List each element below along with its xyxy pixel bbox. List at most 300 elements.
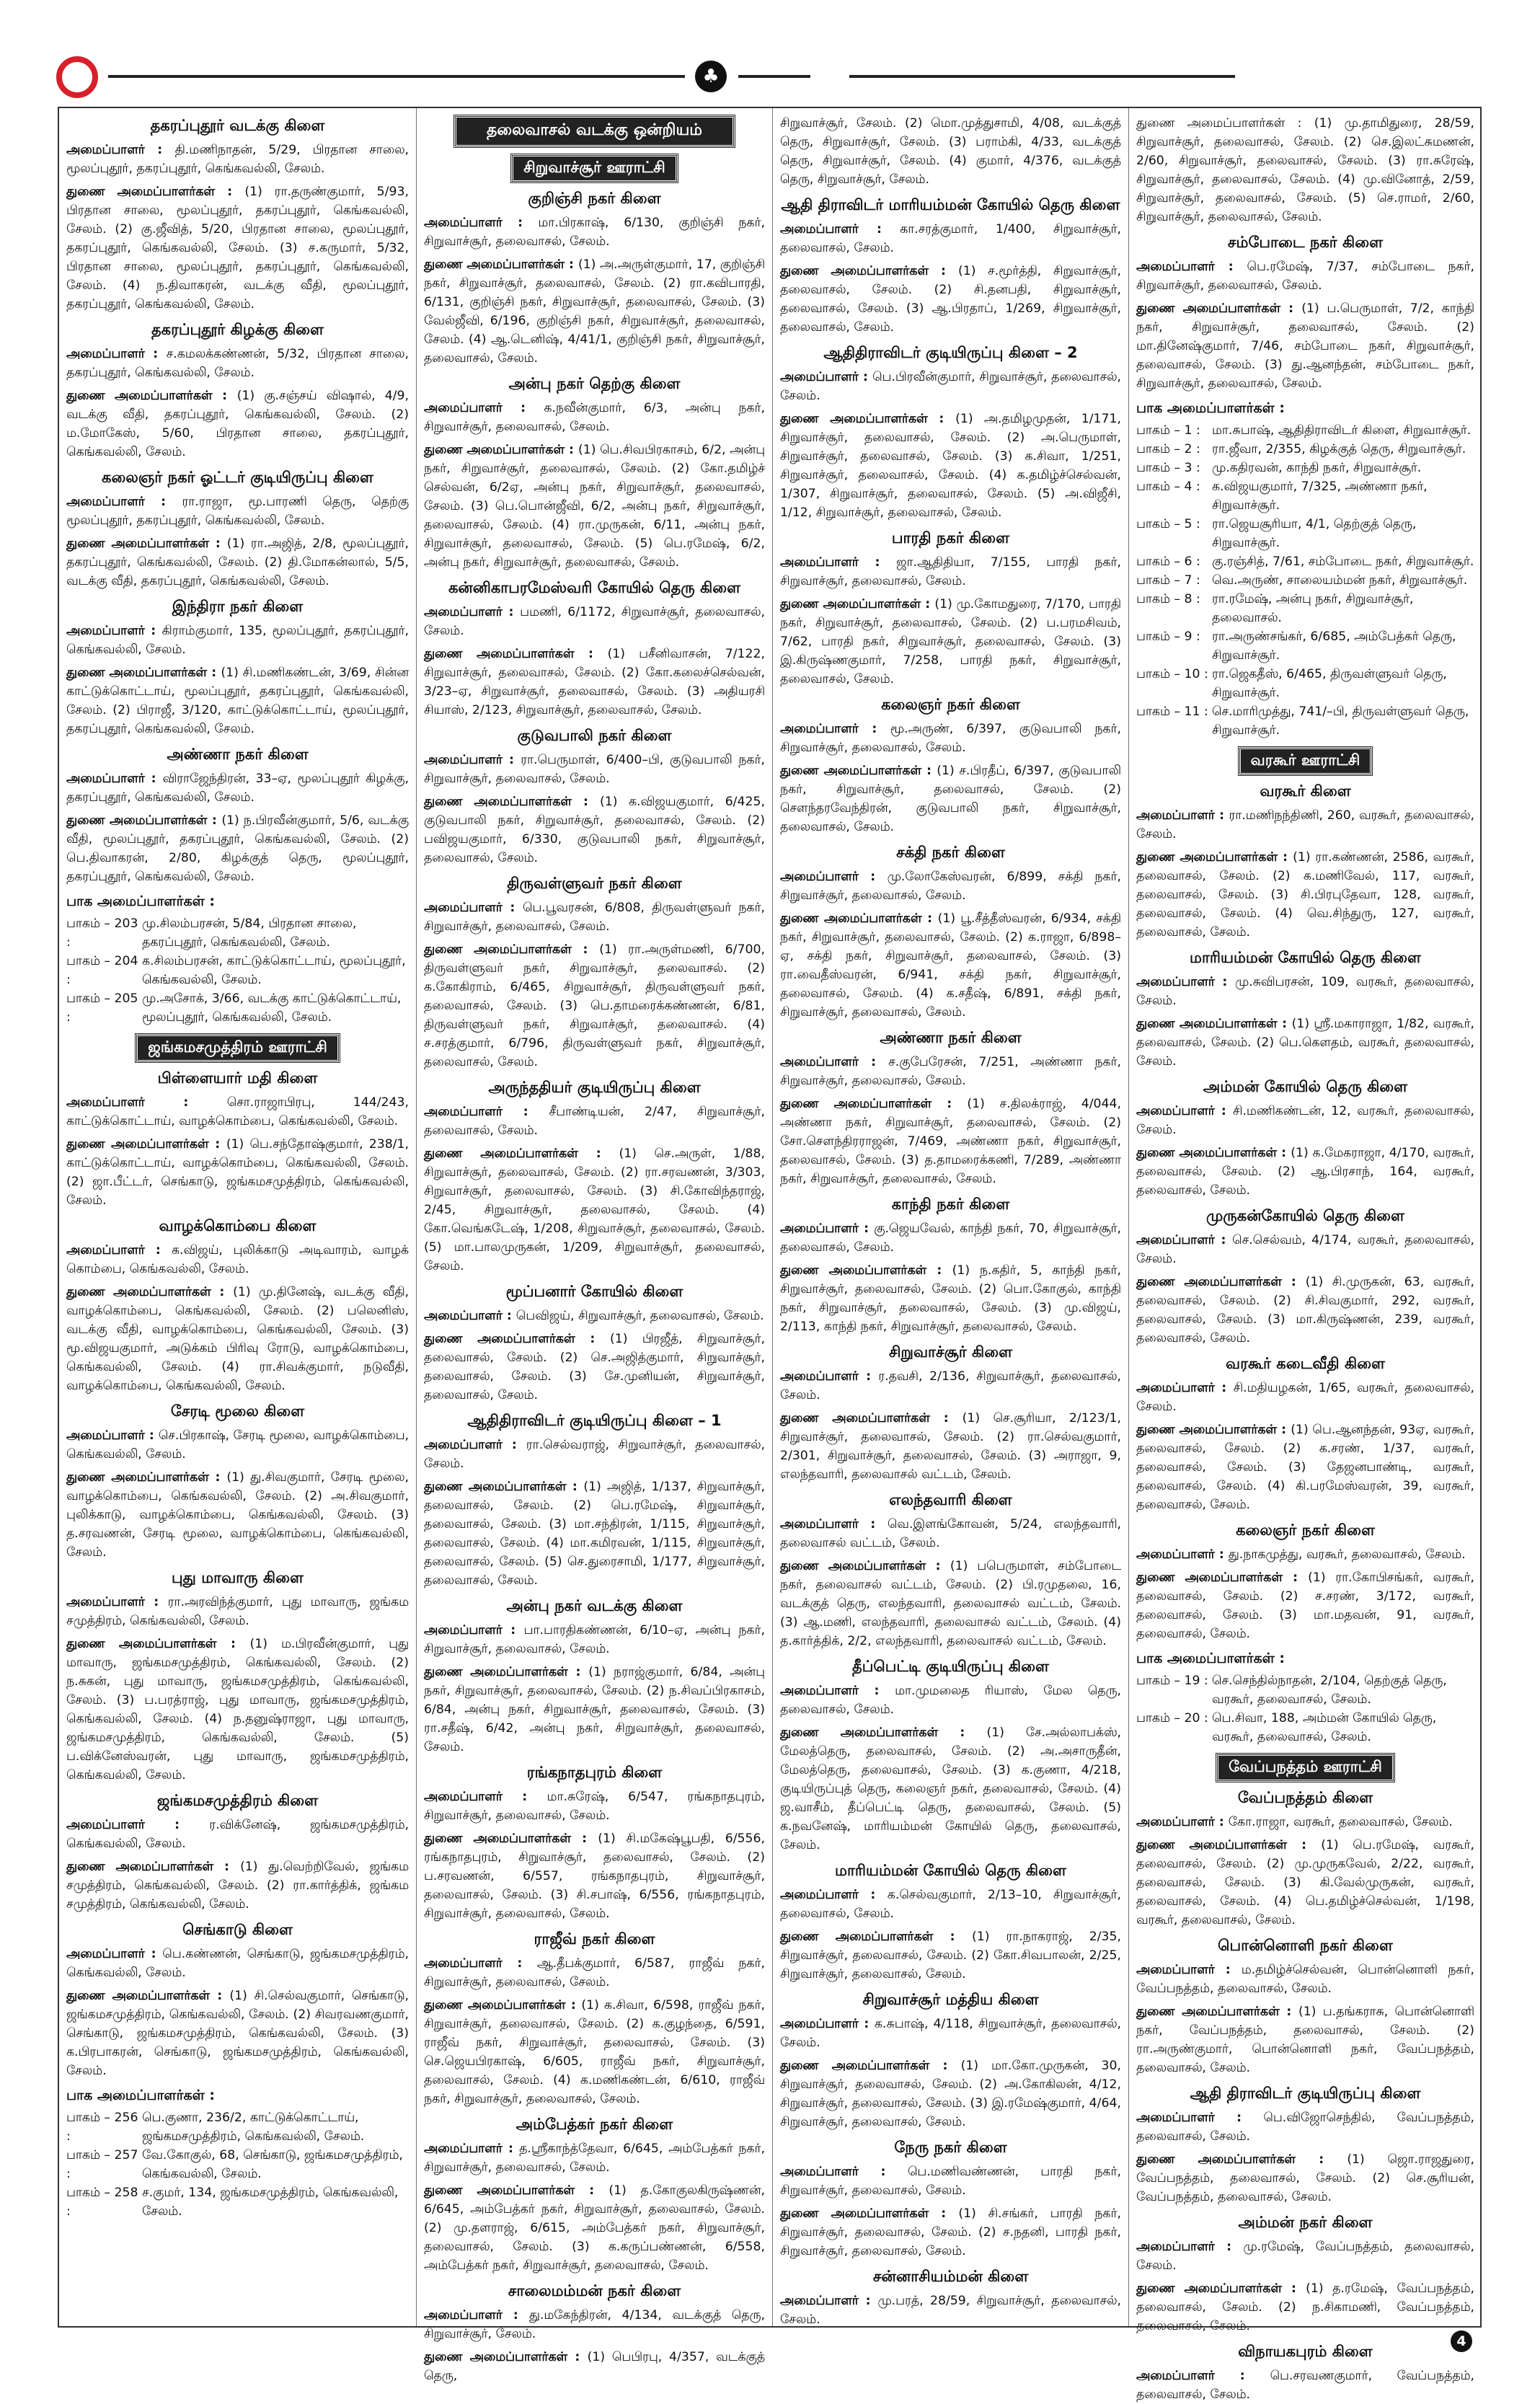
organizer-label: அமைப்பாளர் : [780,370,873,384]
organizer-label: அமைப்பாளர் : [1136,2111,1264,2125]
organizer-label: அமைப்பாளர் : [1136,2240,1244,2254]
organizer-label: அமைப்பாளர் : [1136,1963,1242,1977]
branch-name: ராஜீவ் நகர் கிளை [534,1930,655,1948]
deputies-label: துணை அமைப்பாளர்கள் : [66,1470,227,1485]
organizer-line [1136,1231,1474,1268]
deputies-line [66,1857,409,1914]
organizer-line [424,1621,765,1658]
organizer-line [780,2015,1121,2052]
organizer-value: சி.மதியழகன், 1/65, வரகூர், தலைவாசல், சேலம். [1136,1381,1474,1414]
deputies-value: (1) பெபிரபு, 4/357, வடக்குத் தெரு, [424,2350,765,2383]
deputies-line [1136,1015,1474,1071]
part-row [1136,702,1474,740]
deputies-label: துணை அமைப்பாளர்கள் : [780,1559,950,1573]
deputies-label: துணை அமைப்பாளர்கள் : [780,1097,968,1111]
organizer-line [66,622,409,659]
masthead [0,0,1540,101]
deputies-line [780,1927,1121,1984]
organizer-label: அமைப்பாளர் : [780,1888,888,1902]
section-heading [1136,1754,1474,1782]
content-item [424,1597,765,1756]
deputies-label: துணை அமைப்பாளர்கள் : [1136,2281,1306,2296]
section-heading [424,154,765,182]
organizer-label: அமைப்பாளர் : [66,1818,210,1832]
content-item [424,375,765,572]
part-row [1136,571,1474,590]
part-person: கு.ரஞ்சித், 7/61, சம்போடை நகர், சிறுவாச்சூர். [1212,554,1474,569]
deputies-label: துணை அமைப்பாளர்கள் : [780,597,935,611]
deputies-label: துணை அமைப்பாளர்கள் : [424,2350,588,2364]
organizer-label: அமைப்பாளர் : [1136,1547,1229,1562]
organizer-label: அமைப்பாளர் : [780,2294,878,2308]
branch-name: ஆதிதிராவிடர் குடியிருப்பு கிளை – 1 [467,1412,722,1429]
organizer-value: ர.விக்னேஷ், ஜங்கமசமுத்திரம், கெங்கவல்லி, சேலம். [66,1818,410,1851]
part-person: மா.சுபாஷ், ஆதிதிராவிடர் கிளை, சிறுவாச்சூர். [1212,423,1472,438]
branch-name: அண்ணா நகர் கிளை [880,1029,1022,1046]
deputies-value: (1) ரா.அருள்மணி, 6/700, திருவள்ளுவர் நகர், சிறுவாச்சூர், தலைவாசல். (2) க.கோகிராம், 6/465, சிறுவாச்சூர், திருவள்ளுவர் நகர், தலைவாசல், சேலம். (3) பெ.தாமரைக்கண்ணன், 6/81, திருவள்ளுவர் நகர், சிறுவாச்சூர், தலைவாசல். (4) ச.சரத்குமார், 6/796, திருவள்ளுவர் நகர், சிறுவாச்சூர், தலைவாசல், சேலம். [424,942,765,1069]
section-heading-text: வரகூர் ஊராட்சி [1239,747,1373,775]
organizer-line [424,898,765,936]
organizer-value: பெ.கண்ணன், செங்காடு, ஜங்கமசமுத்திரம், கெங்கவல்லி, சேலம். [66,1947,409,1980]
masthead-rule-mid [738,75,810,78]
branch-name: வரகூர் கடைவீதி கிளை [1226,1355,1385,1372]
branch-name: விநாயகபுரம் கிளை [1238,2343,1373,2360]
content-item [1136,2085,1474,2206]
organizer-label: அமைப்பாளர் : [424,401,544,415]
content-item [780,696,1121,836]
content-item [1136,400,1474,740]
content-item [66,321,409,461]
organizer-label: அமைப்பாளர் : [1136,1104,1233,1118]
part-row [1136,421,1474,440]
branch-name: அண்ணா நகர் கிளை [167,746,309,763]
deputies-value: (1) ரா.அஜித், 2/8, மூலப்புதூர், தகரப்புதூர், கெங்கவல்லி, சேலம். (2) தி.மோகன்லால், 5/5, வடக்கு வீதி, தகரப்புதூர், கெங்கவல்லி, சேலம். [66,536,409,588]
branch-name: வரகூர் கிளை [1260,782,1351,800]
deputies-value: (1) த.ரமேஷ், வேப்பநத்தம், தலைவாசல், சேலம். (2) ந.சிகாமணி, வேப்பநத்தம், தலைவாசல், சேலம். [1136,2281,1474,2333]
organizer-label: அமைப்பாளர் : [780,1221,875,1236]
organizer-line [424,2306,765,2343]
deputies-line [1136,2150,1474,2206]
deputies-value: (1) ரா.நாகராஜ், 2/35, சிறுவாச்சூர், தலைவாசல், சேலம். (2) கோ.சிவபாலன், 2/25, சிறுவாச்சூர், தலைவாசல், சேலம். [780,1930,1121,1981]
branch-name: சன்னாசியம்மன் கிளை [872,2268,1029,2285]
parts-heading: பாக அமைப்பாளர்கள் : [1136,400,1285,416]
branch-name: கலைஞர் நகர் கிளை [881,696,1020,713]
branch-name: நேரு நகர் கிளை [894,2139,1007,2156]
part-person: வே.கோகுல், 68, செங்காடு, ஜங்கமசமுத்திரம், கெங்கவல்லி, சேலம். [142,2148,403,2181]
content-item [780,114,1121,189]
organizer-value: க.நவீன்குமார், 6/3, அன்பு நகர், சிறுவாச்சூர், தலைவாசல், சேலம். [424,401,766,434]
deputies-label: துணை அமைப்பாளர்கள் : [66,813,222,828]
part-number: பாகம் – 7 : [1136,573,1200,588]
deputies-line [780,410,1121,522]
section-heading-text: வேப்பநத்தம் ஊராட்சி [1216,1754,1394,1782]
content-item [424,579,765,720]
part-row [1136,440,1474,459]
deputies-label: துணை அமைப்பாளர்கள் : [1136,1146,1291,1160]
organizer-value: ச.குபேரேசன், 7/251, அண்ணா நகர், சிறுவாச்சூர், தலைவாசல், சேலம். [780,1055,1121,1088]
organizer-line [424,603,765,640]
organizer-value: மு.ரமேஷ், வேப்பநத்தம், தலைவாசல், சேலம். [1136,2240,1474,2273]
section-heading-text: சிறுவாச்சூர் ஊராட்சி [511,154,678,182]
column-3 [772,108,1128,2326]
organizer-line [66,1093,409,1131]
deputies-value: (1) சி.முருகன், 63, வரகூர், தலைவாசல், சேலம். (2) சி.சிவகுமார், 292, வரகூர், தலைவாசல், சேலம். (3) மா.கிருஷ்ணன், 239, வரகூர், தலைவாசல், சேலம். [1136,1275,1474,1345]
branch-name: அன்பு நகர் தெற்கு கிளை [508,375,681,392]
content-item [1136,782,1474,942]
deputies-label: துணை அமைப்பாளர்கள் : [1136,1838,1322,1852]
organizer-value: ஜா.ஆதிதியா, 7/155, பாரதி நகர், சிறுவாச்சூர், தலைவாசல், சேலம். [780,555,1121,588]
organizer-label: அமைப்பாளர் : [66,1428,159,1443]
branch-name: தகரப்புதூர் வடக்கு கிளை [150,117,325,134]
part-person: வெ.அருண், சாலையம்மன் நகர், சிறுவாச்சூர். [1212,573,1468,588]
organizer-value: மா.சுரேஷ், 6/547, ரங்கநாதபுரம், சிறுவாச்சூர், தலைவாசல், சேலம். [424,1790,765,1823]
section-heading [424,115,765,147]
organizer-value: கா.சரத்குமார், 1/400, சிறுவாச்சூர், தலைவாசல், சேலம். [780,222,1121,255]
deputies-value: (1) பெ.சந்தோஷ்குமார், 238/1, காட்டுக்கொட்டாய், வாழக்கொம்பை, கெங்கவல்லி, சேலம். (2) ஜா.பீட்டர், செங்காடு, ஜங்கமசமுத்திரம், கெங்கவல்லி, சேலம். [66,1137,409,1208]
content-item [424,875,765,1071]
part-number: பாகம் – 1 : [1136,423,1200,438]
content-item [66,1792,409,1914]
organizer-value: ஆ.தீபக்குமார், 6/587, ராஜீவ் நகர், சிறுவாச்சூர், தலைவாசல், சேலம். [424,1956,765,1989]
deputies-line [1136,1420,1474,1514]
branch-name: ஆதி திராவிடர் குடியிருப்பு கிளை [1190,2085,1421,2102]
page-frame [58,107,1482,2402]
part-row [66,2146,409,2183]
part-number: பாகம் – 6 : [1136,554,1200,569]
organizer-label: அமைப்பாளர் : [1136,1815,1229,1829]
organizer-line [780,720,1121,757]
part-number: பாகம் – 4 : [1136,480,1200,494]
content-item [66,1569,409,1785]
deputies-value: (1) ந.கதிர், 5, காந்தி நகர், சிறுவாச்சூர், தலைவாசல், சேலம். (2) பொ.கோகுல், காந்தி நகர், சிறுவாச்சூர், தலைவாசல், சேலம். (3) மு.விஜய், 2/113, காந்தி நகர், சிறுவாச்சூர், தலைவாசல், சேலம். [780,1263,1121,1334]
deputies-line [780,1723,1121,1855]
deputies-line [424,1144,765,1276]
branch-name: மாரியம்மன் கோயில் தெரு கிளை [1190,949,1421,966]
branch-name: தகரப்புதூர் கிழக்கு கிளை [151,321,324,338]
organizer-value: மு.லோகேஸ்வரன், 6/899, சக்தி நகர், சிறுவாச்சூர், தலைவாசல், சேலம். [780,870,1121,903]
deputies-line [424,1330,765,1405]
organizer-value: செ.செல்வம், 4/174, வரகூர், தலைவாசல், சேலம். [1136,1233,1475,1266]
deputies-line [66,663,409,738]
deputies-label: துணை அமைப்பாளர்கள் : [424,1332,610,1346]
organizer-line [424,2139,765,2177]
organizer-line [1136,1961,1474,1998]
deputies-line [66,1135,409,1210]
deputies-line [780,2204,1121,2261]
organizer-line [780,1515,1121,1552]
part-number: பாகம் – 257 : [66,2148,138,2181]
deputies-label: துணை அமைப்பாளர்கள் : [424,647,608,661]
deputies-label: துணை அமைப்பாளர்கள் : [66,1989,230,2003]
content-item [780,196,1121,337]
part-row [1136,459,1474,477]
column-4 [1128,108,1482,2402]
organizer-line [66,769,409,807]
organizer-value: கிராம்குமார், 135, மூலப்புதூர், தகரப்புதூர், கெங்கவல்லி, சேலம். [66,624,409,657]
section-heading [66,1034,409,1062]
deputies-label: துணை அமைப்பாளர்கள் : [424,942,600,957]
organizer-value: சொ.ராஜாபிரபு, 144/243, காட்டுக்கொட்டாய், வாழக்கொம்பை, கெங்கவல்லி, சேலம். [66,1095,409,1128]
branch-name: ரங்கநாதபுரம் கிளை [526,1764,663,1781]
part-row [1136,665,1474,702]
content-item [424,2116,765,2275]
content-item [1136,949,1474,1071]
parts-heading: பாக அமைப்பாளர்கள் : [66,893,216,909]
deputies-line [424,1829,765,1923]
content-item [424,190,765,368]
deputies-line [66,1987,409,2080]
deputies-label: துணை அமைப்பாளர்கள் : [780,1411,962,1426]
content-item [424,2282,765,2385]
organizer-line [424,1436,765,1473]
organizer-value: பெவிஜய், சிறுவாச்சூர், தலைவாசல், சேலம். [515,1309,764,1323]
deputies-value: (1) பெ.ரமேஷ், வரகூர், தலைவாசல், சேலம். (2) மு.முருகவேல், 2/22, வரகூர், தலைவாசல், சேலம். (3) கி.வேல்முருகன், வரகூர், தலைவாசல், சேலம். (4) பெ.தமிழ்ச்செல்வன், 1/198, வரகூர், தலைவாசல், சேலம். [1136,1838,1474,1927]
content-item [424,115,765,147]
organizer-value: ச.கமலக்கண்ணன், 5/32, பிரதான சாலை, தகரப்புதூர், கெங்கவல்லி, சேலம். [66,347,410,380]
organizer-value: செ.பிரகாஷ், சேரடி மூலை, வாழக்கொம்பை, கெங்கவல்லி, சேலம். [66,1428,410,1462]
deputies-value: (1) க.சிவா, 6/598, ராஜீவ் நகர், சிறுவாச்சூர், தலைவாசல், சேலம். (2) க.குழந்தை, 6/591, ராஜீவ் நகர், சிறுவாச்சூர், தலைவாசல், சேலம். (3) செ.ஜெயபிரகாஷ், 6/605, ராஜீவ் நகர், சிறுவாச்சூர், தலைவாசல், சேலம். (4) க.மணிகண்டன், 6/610, ராஜீவ் நகர், சிறுவாச்சூர், தலைவாசல், சேலம். [424,1998,765,2106]
part-number: பாகம் – 10 : [1136,667,1208,681]
part-number: பாகம் – 2 : [1136,442,1200,456]
deputies-line [424,645,765,720]
content-item [780,2139,1121,2261]
branch-name: பாரதி நகர் கிளை [891,529,1010,547]
organizer-line [66,1241,409,1278]
content-item [66,1402,409,1562]
organizer-label: அமைப்பாளர் : [66,347,167,361]
branch-name: சம்போடை நகர் கிளை [1227,234,1384,251]
content-item [424,727,765,867]
organizer-line [424,1954,765,1992]
branch-name: புது மாவாரு கிளை [172,1569,304,1586]
organizer-line [1136,2108,1474,2146]
deputies-value: (1) மு.தினேஷ், வடக்கு வீதி, வாழக்கொம்பை, கெங்கவல்லி, சேலம். (2) பலெனிஸ், வடக்கு வீதி, வாழக்கொம்பை, கெங்கவல்லி, சேலம். (3) மூ.விஜயகுமார், அடுக்கம் பிரிவு ரோடு, வாழக்கொம்பை, கெங்கவல்லி, சேலம். (4) ரா.சிவக்குமார், நடுவீதி, வாழக்கொம்பை, கெங்கவல்லி, சேலம். [66,1285,409,1393]
part-number: பாகம் – 11 : [1136,704,1208,719]
branch-name: காந்தி நகர் கிளை [891,1196,1010,1213]
branch-name: குறிஞ்சி நகர் கிளை [528,190,661,207]
deputies-line [66,811,409,886]
deputies-line [66,1468,409,1562]
branch-name: ஆதிதிராவிடர் குடியிருப்பு கிளை – 2 [823,344,1078,361]
organizer-label: அமைப்பாளர் : [780,1517,888,1532]
deputies-line [780,1095,1121,1188]
branch-name: கலைஞர் நகர் ஓட்டர் குடியிருப்பு கிளை [102,469,373,486]
content-item [424,1412,765,1590]
part-row [66,989,409,1027]
content-item [424,1930,765,2108]
organizer-label: அமைப்பாளர் : [1136,1233,1233,1247]
masthead-rule-right [849,75,1235,78]
organizer-value: கு.ஜெயவேல், காந்தி நகர், 70, சிறுவாச்சூர், தலைவாசல், சேலம். [780,1221,1122,1255]
branch-name: மாரியம்மன் கோயில் தெரு கிளை [835,1862,1066,1879]
deputies-line [780,595,1121,689]
parts-heading: பாக அமைப்பாளர்கள் : [66,2087,216,2103]
organizer-line [1136,2237,1474,2275]
organizer-label: அமைப்பாளர் : [780,555,897,570]
deputies-value: (1) அஜித், 1/137, சிறுவாச்சூர், தலைவாசல், சேலம். (2) பெ.ரமேஷ், சிறுவாச்சூர், தலைவாசல், சேலம். (3) மா.சந்திரன், 1/115, சிறுவாச்சூர், தலைவாசல், சேலம். (4) மா.கமிரவன், 1/115, சிறுவாச்சூர், தலைவாசல், சேலம். (5) செ.துரைசாமி, 1/177, சிறுவாச்சூர், தலைவாசல், சேலம். [424,1480,765,1588]
column-1 [59,108,416,2326]
deputies-line [424,2348,765,2385]
part-person: மு.சிலம்பரசன், 5/84, பிரதான சாலை, தகரப்புதூர், கெங்கவல்லி, சேலம். [142,916,357,950]
organizer-value: சி.மணிகண்டன், 12, வரகூர், தலைவாசல், சேலம். [1136,1104,1474,1137]
content-item [424,1079,765,1276]
content-item [780,1862,1121,1984]
deputies-label: துணை அமைப்பாளர்கள் : [1136,1423,1291,1437]
section-heading-text: தலைவாசல் வடக்கு ஒன்றியம் [454,115,735,147]
content-item [66,598,409,738]
deputies-line [66,1283,409,1395]
organizer-line [1136,2367,1474,2404]
organizer-value: மு.பரத், 28/59, சிறுவாச்சூர், தலைவாசல், சேலம். [780,2294,1122,2327]
organizer-label: அமைப்பாளர் : [424,605,521,619]
deputies-label: துணை அமைப்பாளர்கள் : [1136,301,1302,316]
deputies-value: (1) பிரஜீத், சிறுவாச்சூர், தலைவாசல், சேலம். (2) செ.அஜித்குமார், சிறுவாச்சூர், தலைவாசல், சேலம். (3) சே.முனியன், சிறுவாச்சூர், தலைவாசல், சேலம். [424,1332,765,1402]
deputies-label: துணை அமைப்பாளர்கள் : [1136,2005,1299,2019]
branch-name: சிறுவாச்சூர் கிளை [888,1343,1013,1361]
content-item [780,1196,1121,1336]
organizer-line [424,1102,765,1140]
deputies-label: துணை அமைப்பாளர்கள் : [780,412,956,426]
organizer-line [780,1053,1121,1090]
deputies-line [780,1261,1121,1336]
organizer-line [1136,257,1474,295]
organizer-value: மா.பிரகாஷ், 6/130, குறிஞ்சி நகர், சிறுவாச்சூர், தலைவாசல், சேலம். [424,216,765,249]
part-person: ரா.ஜெகதீஸ், 6/465, திருவள்ளுவர் தெரு, சிறுவாச்சூர். [1212,667,1447,700]
deputies-value: (1) பெ.சிவபிரகாசம், 6/2, அன்பு நகர், சிறுவாச்சூர், தலைவாசல், சேலம். (2) கோ.தமிழ்ச் செல்வன், 6/2ஏ, அன்பு நகர், சிறுவாச்சூர், தலைவாசல், சேலம். (3) பெ.பொன்ஜீவி, 6/2, அன்பு நகர், சிறுவாச்சூர், தலைவாசல், சேலம். (4) ரா.முருகன், 6/11, அன்பு நகர், சிறுவாச்சூர், தலைவாசல், சேலம். (5) பெ.ரமேஷ், 6/2, அன்பு நகர், சிறுவாச்சூர், தலைவாசல், சேலம். [424,443,765,570]
content-item [1136,2343,1474,2404]
deputies-line [780,909,1121,1022]
organizer-line [66,1426,409,1464]
part-row [66,952,409,989]
organizer-label: அமைப்பாளர் : [66,495,182,509]
deputies-label: துணை அமைப்பாளர்கள் : [780,2059,961,2073]
organizer-value: க.செல்வகுமார், 2/13–10, சிறுவாச்சூர், தலைவாசல், சேலம். [780,1888,1121,1921]
organizer-line [66,1945,409,1982]
organizer-line [780,220,1121,257]
branch-name: சக்தி நகர் கிளை [896,844,1005,861]
deputies-label: துணை அமைப்பாளர்கள் : [66,666,221,680]
organizer-value: து.நாகமுத்து, வரகூர், தலைவாசல், சேலம். [1228,1547,1466,1562]
deputies-line [1136,1144,1474,1200]
deputies-line [780,1409,1121,1484]
content-item [66,2087,409,2221]
organizer-line [1136,806,1474,844]
organizer-value: வெ.இளங்கோவன், 5/24, எலந்தவாரி, தலைவாசல் வட்டம், சேலம். [780,1517,1121,1550]
deputies-value: (1) செ.சூரியா, 2/123/1, சிறுவாச்சூர், தலைவாசல், சேலம். (2) ரா.செல்வகுமார், 2/301, சிறுவாச்சூர், தலைவாசல், சேலம். (3) அராஜா, 9, எலந்தவாரி, தலைவாசல் வட்டம், சேலம். [780,1411,1122,1482]
page-number: 4 [1451,2330,1472,2352]
organizer-label: அமைப்பாளர் : [780,222,900,237]
organizer-label: அமைப்பாளர் : [66,1595,168,1609]
part-person: ச.குமர், 134, ஜங்கமசமுத்திரம், கெங்கவல்லி, சேலம். [142,2186,399,2219]
organizer-value: ரா.மணிநந்திணி, 260, வரகூர், தலைவாசல், சேலம். [1136,808,1475,841]
organizer-value: ம.தமிழ்ச்செல்வன், பொன்னொளி நகர், வேப்பநத்தம், தலைவாசல், சேலம். [1136,1963,1475,1996]
part-person: ரா.ரமேஷ், அன்பு நகர், சிறுவாச்சூர், தலைவாசல். [1212,592,1414,625]
part-row [1136,515,1474,552]
deputies-line [424,940,765,1071]
part-person: க.விஜயகுமார், 7/325, அண்ணா நகர், சிறுவாச்சூர். [1212,480,1428,513]
organizer-line [424,213,765,251]
section-heading [1136,747,1474,775]
content-item [780,1029,1121,1188]
deputies-label: துணை அமைப்பாளர்கள் : [1136,1017,1292,1031]
organizer-value: பெ.மணிவண்ணன், பாரதி நகர், சிறுவாச்சூர், தலைவாசல், சேலம். [780,2165,1121,2198]
branch-name: தீப்பெட்டி குடியிருப்பு கிளை [852,1658,1049,1675]
content-item [780,1491,1121,1650]
organizer-value: ரா.அரவிந்த்குமார், புது மாவாரு, ஜங்கம சமுத்திரம், கெங்கவல்லி, சேலம். [66,1595,409,1628]
organizer-value: க.சுபாஷ், 4/118, சிறுவாச்சூர், தலைவாசல், சேலம். [780,2017,1121,2050]
organizer-value: கோ.ராஜா, வரகூர், தலைவாசல், சேலம். [1228,1815,1453,1829]
part-row [66,2183,409,2221]
organizer-label: அமைப்பாளர் : [424,1623,524,1638]
organizer-label: அமைப்பாளர் : [1136,975,1235,989]
deputies-value: (1) க.விஜயகுமார், 6/425, குடுவபாலி நகர், சிறுவாச்சூர், தலைவாசல், சேலம். (2) பவிஜயகுமார், 6/330, குடுவபாலி நகர், சிறுவாச்சூர், தலைவாசல், சேலம். [424,795,765,865]
organizer-label: அமைப்பாளர் : [424,1309,516,1323]
deputies-line [1136,1273,1474,1348]
deputies-value: (1) மா.கோ.முருகன், 30, சிறுவாச்சூர், தலைவாசல், சேலம். (2) அ.கோகிலன், 4/12, சிறுவாச்சூர், தலைவாசல், சேலம். (3) இ.ரமேஷ்குமார், 4/64, சிறுவாச்சூர், தலைவாசல், சேலம். [780,2059,1121,2129]
deputies-label: துணை அமைப்பாளர்கள் : [66,1860,241,1874]
deputies-value: (1) பெ.ஆனந்தன், 93ஏ, வரகூர், தலைவாசல், சேலம். (2) க.சரண், 1/37, வரகூர், தலைவாசல், சேலம். (3) தேஜனபாண்டி, வரகூர், தலைவாசல், சேலம். (4) கி.பரமேஸ்வரன், 39, வரகூர், தலைவாசல், சேலம். [1136,1423,1474,1512]
organizer-label: அமைப்பாளர் : [780,1055,889,1069]
deputies-label: துணை அமைப்பாளர்கள் : [424,1665,589,1679]
organizer-value: ரா.பெருமாள், 6/400–பி, குடுவபாலி நகர், சிறுவாச்சூர், தலைவாசல், சேலம். [424,753,765,786]
part-row [1136,590,1474,627]
part-row [1136,1671,1474,1709]
organizer-line [66,345,409,382]
part-person: பெ.சிவா, 188, அம்மன் கோயில் தெரு, வரகூர், தலைவாசல், சேலம். [1212,1711,1437,1744]
organizer-line [424,1307,765,1325]
deputies-line [424,1996,765,2108]
deputies-line [66,1635,409,1785]
part-person: செ.மாரிமுத்து, 741/–பி, திருவள்ளுவர் தெரு, சிறுவாச்சூர். [1212,704,1469,738]
deputies-value: (1) ரா.கோபிசங்கர், வரகூர், தலைவாசல், சேலம். (2) ச.சரண், 3/172, வரகூர், தலைவாசல், சேலம். (3) மா.மதவன், 91, வரகூர், தலைவாசல், சேலம். [1136,1570,1474,1641]
deputies-value: (1) து.சிவகுமார், சேரடி மூலை, வாழக்கொம்பை, கெங்கவல்லி, சேலம். (2) அ.சிவகுமார், புலிக்காடு, வாழக்கொம்பை, கெங்கவல்லி, சேலம். (3) த.சரவணன், சேரடி மூலை, வாழக்கொம்பை, கெங்கவல்லி, சேலம். [66,1470,409,1560]
organizer-label: அமைப்பாளர் : [424,1956,537,1971]
deputies-value: (1) சி.மகேஷ்பூபதி, 6/556, ரங்கநாதபுரம், சிறுவாச்சூர், தலைவாசல், சேலம். (2) ப.சரவணன், 6/557, ரங்கநாதபுரம், சிறுவாச்சூர், தலைவாசல், சேலம். (3) சி.சபாஷ், 6/556, ரங்கநாதபுரம், சிறுவாச்சூர், தலைவாசல், சேலம். [424,1831,765,1921]
deputies-line [1136,1836,1474,1930]
organizer-line [780,1682,1121,1719]
deputies-label: துணை அமைப்பாளர்கள் : [424,1146,619,1161]
part-number: பாகம் – 9 : [1136,629,1200,644]
branch-name: எலந்தவாரி கிளை [889,1491,1012,1508]
content-item [1136,1789,1474,1930]
branch-name: மூப்பனார் கோயில் கிளை [505,1283,683,1300]
content-item [1136,1937,1474,2077]
deputies-value: (1) ரா.கண்ணன், 2586, வரகூர், தலைவாசல், சேலம். (2) க.மணிவேல், 117, வரகூர், தலைவாசல், சேலம். (3) சி.பிரபுதேவா, 128, வரகூர், தலைவாசல், சேலம். (4) வெ.சிந்துரு, 127, வரகூர், தலைவாசல், சேலம். [1136,850,1474,940]
organizer-label: அமைப்பாளர் : [1136,2369,1270,2383]
content-item [1136,747,1474,775]
organizer-line [780,1886,1121,1923]
organizer-value: பெ.ரமேஷ், 7/37, சம்போடை நகர், சிறுவாச்சூர், தலைவாசல், சேலம். [1136,260,1474,293]
deputies-label: துணை அமைப்பாளர்கள் : [66,536,227,551]
deputies-value: (1) து.வெற்றிவேல், ஜங்கம சமுத்திரம், கெங்கவல்லி, சேலம். (2) ரா.கார்த்திக், ஜங்கம சமுத்திரம், கெங்கவல்லி, சேலம். [66,1860,409,1912]
content-item [1136,1521,1474,1643]
branch-name: வாழக்கொம்பை கிளை [159,1217,317,1234]
part-number: பாகம் – 3 : [1136,461,1200,475]
part-person: ரா.ஜீவா, 2/355, கிழக்குத் தெரு, சிறுவாச்சூர். [1212,442,1466,456]
deputies-label: துணை அமைப்பாளர்கள் : [780,911,938,926]
organizer-label: அமைப்பாளர் : [424,1438,526,1452]
organizer-line [1136,1102,1474,1139]
part-row [66,914,409,952]
deputies-value: (1) ப.பெருமாள், 7/2, காந்தி நகர், சிறுவாச்சூர், தலைவாசல், சேலம். (2) மா.தினேஷ்குமார், 7/46, சம்போடை நகர், சிறுவாச்சூர், தலைவாசல், சேலம். (3) து.ஆனந்தன், சம்போடை நகர், சிறுவாச்சூர், தலைவாசல், சேலம். [1136,301,1474,391]
organizer-value: தி.மணிநாதன், 5/29, பிரதான சாலை, மூலப்புதூர், தகரப்புதூர், கெங்கவல்லி, சேலம். [66,143,409,176]
organizer-value: ரா.செல்வராஜ், சிறுவாச்சூர், தலைவாசல், சேலம். [424,1438,765,1471]
organizer-label: அமைப்பாளர் : [1136,808,1229,823]
organizer-label: அமைப்பாளர் : [424,753,521,767]
organizer-label: அமைப்பாளர் : [1136,1381,1234,1395]
organizer-value: ரா.ராஜா, மூ.பாரணி தெரு, தெற்கு மூலப்புதூர், தகரப்புதூர், கெங்கவல்லி, சேலம். [66,495,410,528]
part-person: மு.கதிரவன், காந்தி நகர், சிறுவாச்சூர். [1212,461,1422,475]
